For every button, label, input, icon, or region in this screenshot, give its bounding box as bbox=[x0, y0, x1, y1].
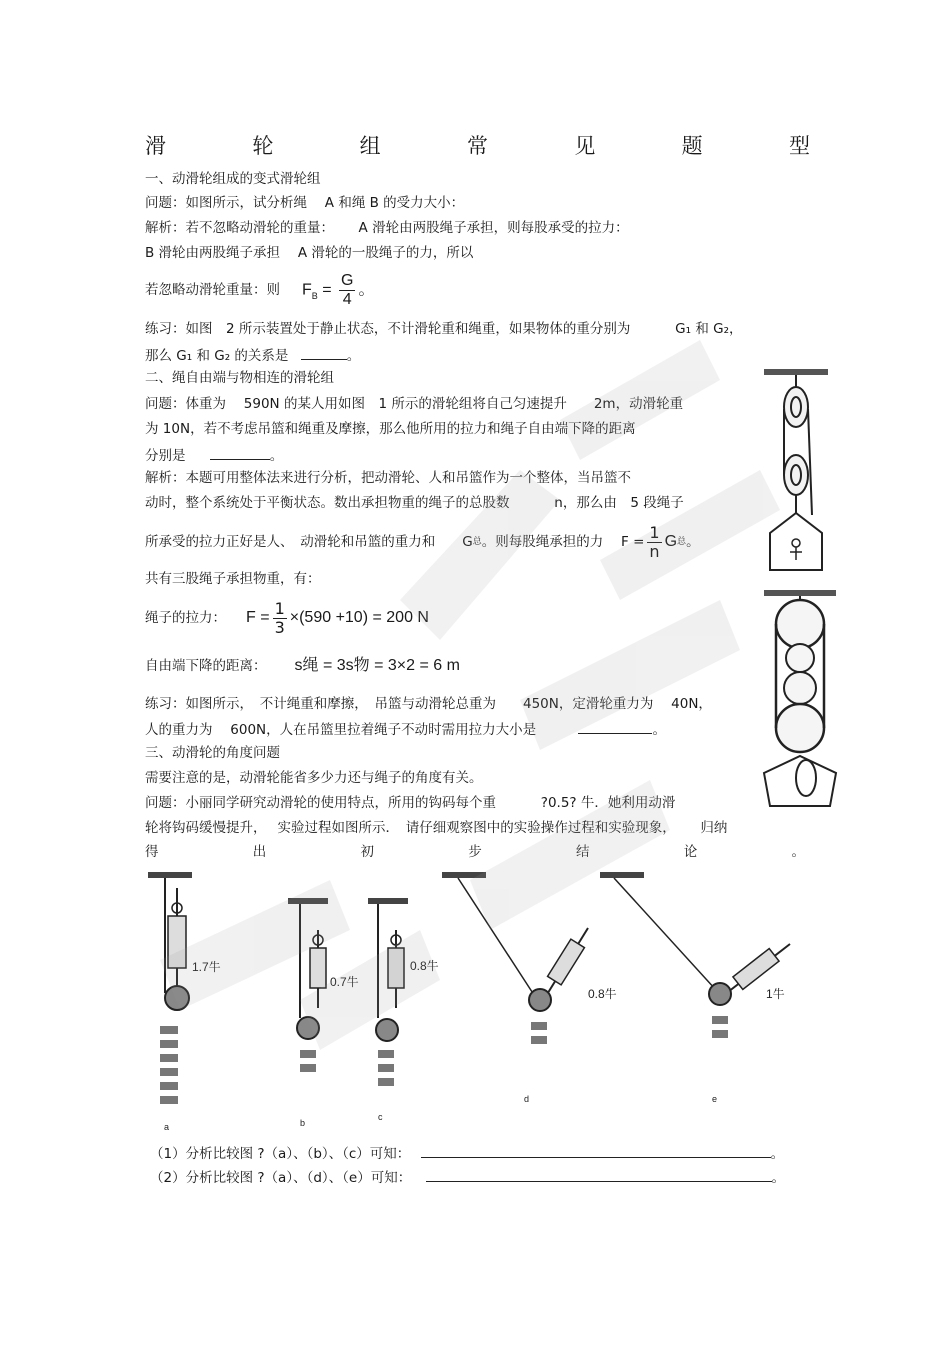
spring-scale bbox=[733, 949, 779, 990]
text: 若忽略动滑轮重量：则 bbox=[145, 282, 280, 298]
person-icon bbox=[792, 539, 800, 547]
punct: 。 bbox=[269, 448, 284, 464]
subscript: 总 bbox=[472, 537, 482, 547]
basket bbox=[770, 513, 822, 570]
question-1 bbox=[150, 1143, 784, 1163]
symbol: F = bbox=[246, 609, 270, 626]
ceiling bbox=[764, 369, 828, 375]
denominator: 4 bbox=[342, 290, 352, 308]
char: 步 bbox=[468, 844, 482, 860]
setup-b bbox=[288, 898, 359, 1128]
text: 自由端下降的距离： bbox=[145, 658, 267, 674]
formula-line bbox=[145, 596, 429, 640]
punct: 。 bbox=[771, 1170, 785, 1186]
movable-pulley bbox=[529, 989, 551, 1011]
text: 。则每股绳承担的力 F = bbox=[481, 534, 645, 550]
movable-pulley bbox=[165, 986, 189, 1010]
subscript: B bbox=[311, 290, 318, 301]
fixed-pulley bbox=[784, 387, 808, 427]
analysis-text: 动时，整个系统处于平衡状态。数出承担物重的绳子的总股数 n，那么由 5 段绳子 bbox=[145, 495, 684, 511]
text: 所承受的拉力正好是人、 动滑轮和吊篮的重力和 G bbox=[145, 534, 473, 550]
symbol: G bbox=[664, 533, 678, 550]
setup-label: d bbox=[524, 1094, 530, 1104]
numerator: 1 bbox=[274, 598, 285, 618]
scale-reading: 0.8牛 bbox=[410, 959, 439, 973]
formula bbox=[302, 272, 375, 309]
punct: 。 bbox=[770, 1146, 785, 1162]
setup-label: b bbox=[300, 1118, 306, 1128]
exercise-text bbox=[145, 719, 666, 739]
text: 人的重力为 600N，人在吊篮里拉着绳子不动时需用拉力大小是 bbox=[145, 722, 537, 738]
char: 初 bbox=[360, 844, 374, 860]
title-char: 见 bbox=[574, 134, 596, 158]
answer-blank[interactable] bbox=[426, 1167, 772, 1182]
punct: 。 bbox=[686, 534, 700, 550]
char: 出 bbox=[252, 844, 267, 860]
section-heading-2: 二、绳自由端与物相连的滑轮组 bbox=[145, 370, 334, 386]
scale-reading: 0.8牛 bbox=[588, 987, 617, 1001]
char: 。 bbox=[791, 844, 805, 860]
text: （1）分析比较图 ?（a）、（b）、（c）可知： bbox=[150, 1146, 411, 1162]
pulley bbox=[786, 644, 814, 672]
problem-text: 问题：小丽同学研究动滑轮的使用特点，所用的钩码每个重 ?0.5? 牛．她利用动滑 bbox=[145, 795, 676, 811]
answer-blank[interactable] bbox=[421, 1143, 771, 1158]
question-2 bbox=[150, 1167, 785, 1187]
fraction bbox=[339, 272, 355, 309]
answer-blank[interactable] bbox=[210, 445, 270, 460]
setup-label: a bbox=[164, 1122, 170, 1132]
subscript: 总 bbox=[677, 537, 687, 547]
symbol: = bbox=[317, 281, 337, 299]
fraction bbox=[647, 524, 661, 561]
answer-blank[interactable] bbox=[301, 345, 347, 360]
scale-reading: 0.7牛 bbox=[330, 975, 359, 989]
punct: 。 bbox=[358, 281, 375, 299]
scale-reading: 1.7牛 bbox=[192, 960, 221, 974]
text: 分别是 bbox=[145, 448, 186, 464]
problem-text: 轮将钩码缓慢提升， 实验过程如图所示． 请仔细观察图中的实验操作过程和实验现象， 归纳 bbox=[145, 820, 728, 836]
spring-scale bbox=[310, 948, 326, 988]
movable-pulley bbox=[709, 983, 731, 1005]
pulley bbox=[784, 672, 816, 704]
numerator: G bbox=[341, 271, 354, 289]
setup-label: e bbox=[712, 1094, 718, 1104]
analysis-text: 解析：若不忽略动滑轮的重量： A 滑轮由两股绳子承担，则每股承受的拉力： bbox=[145, 220, 629, 236]
spring-scale bbox=[548, 939, 585, 985]
problem-text: 问题：体重为 590N 的某人用如图 1 所示的滑轮组将自己匀速提升 2m，动滑轮重 bbox=[145, 396, 684, 412]
text: 绳子的拉力： bbox=[145, 610, 226, 626]
title-char: 型 bbox=[788, 134, 810, 158]
text: 那么 G₁ 和 G₂ 的关系是 bbox=[145, 348, 289, 364]
char: 得 bbox=[145, 844, 159, 860]
problem-text bbox=[145, 445, 283, 465]
char: 结 bbox=[576, 844, 590, 860]
title-char: 组 bbox=[359, 134, 381, 158]
formula-line bbox=[145, 270, 375, 310]
title-char: 题 bbox=[681, 134, 703, 158]
title-char: 轮 bbox=[252, 134, 274, 158]
pulley-figure-2 bbox=[760, 588, 840, 813]
numerator: 1 bbox=[649, 522, 660, 542]
analysis-text: B 滑轮由两股绳子承担 A 滑轮的一股绳子的力，所以 bbox=[145, 245, 474, 261]
section-heading-3: 三、动滑轮的角度问题 bbox=[145, 745, 280, 761]
formula: ×(590 +10) = 200 N bbox=[289, 609, 429, 626]
ceiling bbox=[764, 590, 836, 596]
punct: 。 bbox=[346, 348, 361, 364]
setup-c bbox=[368, 898, 439, 1122]
punct: 。 bbox=[652, 722, 666, 738]
denominator: 3 bbox=[274, 617, 285, 637]
spring-scale bbox=[168, 916, 186, 968]
fraction bbox=[273, 600, 287, 637]
title-char: 常 bbox=[466, 134, 488, 158]
setup-d bbox=[442, 872, 617, 1104]
denominator: n bbox=[649, 541, 660, 561]
exercise-text: 练习：如图所示， 不计绳重和摩擦， 吊篮与动滑轮总重为 450N，定滑轮重力为 40N， bbox=[145, 696, 712, 712]
movable-pulley bbox=[784, 455, 808, 495]
note-text: 需要注意的是，动滑轮能省多少力还与绳子的角度有关。 bbox=[145, 770, 483, 786]
formula: s绳 = 3s物 = 3×2 = 6 m bbox=[294, 657, 460, 674]
section-heading-1: 一、动滑轮组成的变式滑轮组 bbox=[145, 171, 321, 187]
setup-e bbox=[600, 872, 790, 1104]
formula-line bbox=[145, 520, 700, 564]
pulley-figure-1 bbox=[760, 365, 832, 575]
analysis-text: 共有三股绳子承担物重，有： bbox=[145, 571, 321, 587]
movable-pulley bbox=[776, 704, 824, 752]
formula-line bbox=[145, 655, 460, 677]
experiment-figure bbox=[140, 868, 810, 1138]
problem-text bbox=[145, 843, 805, 861]
title-char: 滑 bbox=[145, 134, 166, 158]
exercise-text: 练习：如图 2 所示装置处于静止状态，不计滑轮重和绳重，如果物体的重分别为 G₁ 和 G₂， bbox=[145, 321, 743, 337]
answer-blank[interactable] bbox=[578, 719, 652, 734]
char: 论 bbox=[683, 844, 698, 860]
setup-a bbox=[148, 872, 221, 1132]
exercise-text bbox=[145, 345, 360, 365]
movable-pulley bbox=[376, 1019, 398, 1041]
text: （2）分析比较图 ?（a）、（d）、（e）可知： bbox=[150, 1170, 412, 1186]
fixed-pulley bbox=[776, 600, 824, 648]
symbol: F bbox=[302, 281, 312, 299]
spring-scale bbox=[388, 948, 404, 988]
problem-text: 为 10N，若不考虑吊篮和绳重及摩擦，那么他所用的拉力和绳子自由端下降的距离 bbox=[145, 421, 636, 437]
setup-label: c bbox=[378, 1112, 383, 1122]
analysis-text: 解析：本题可用整体法来进行分析，把动滑轮、人和吊篮作为一个整体，当吊篮不 bbox=[145, 470, 631, 486]
scale-reading: 1牛 bbox=[766, 987, 785, 1001]
page-title bbox=[145, 130, 810, 160]
movable-pulley bbox=[297, 1017, 319, 1039]
problem-text: 问题：如图所示，试分析绳 A 和绳 B 的受力大小： bbox=[145, 195, 465, 211]
